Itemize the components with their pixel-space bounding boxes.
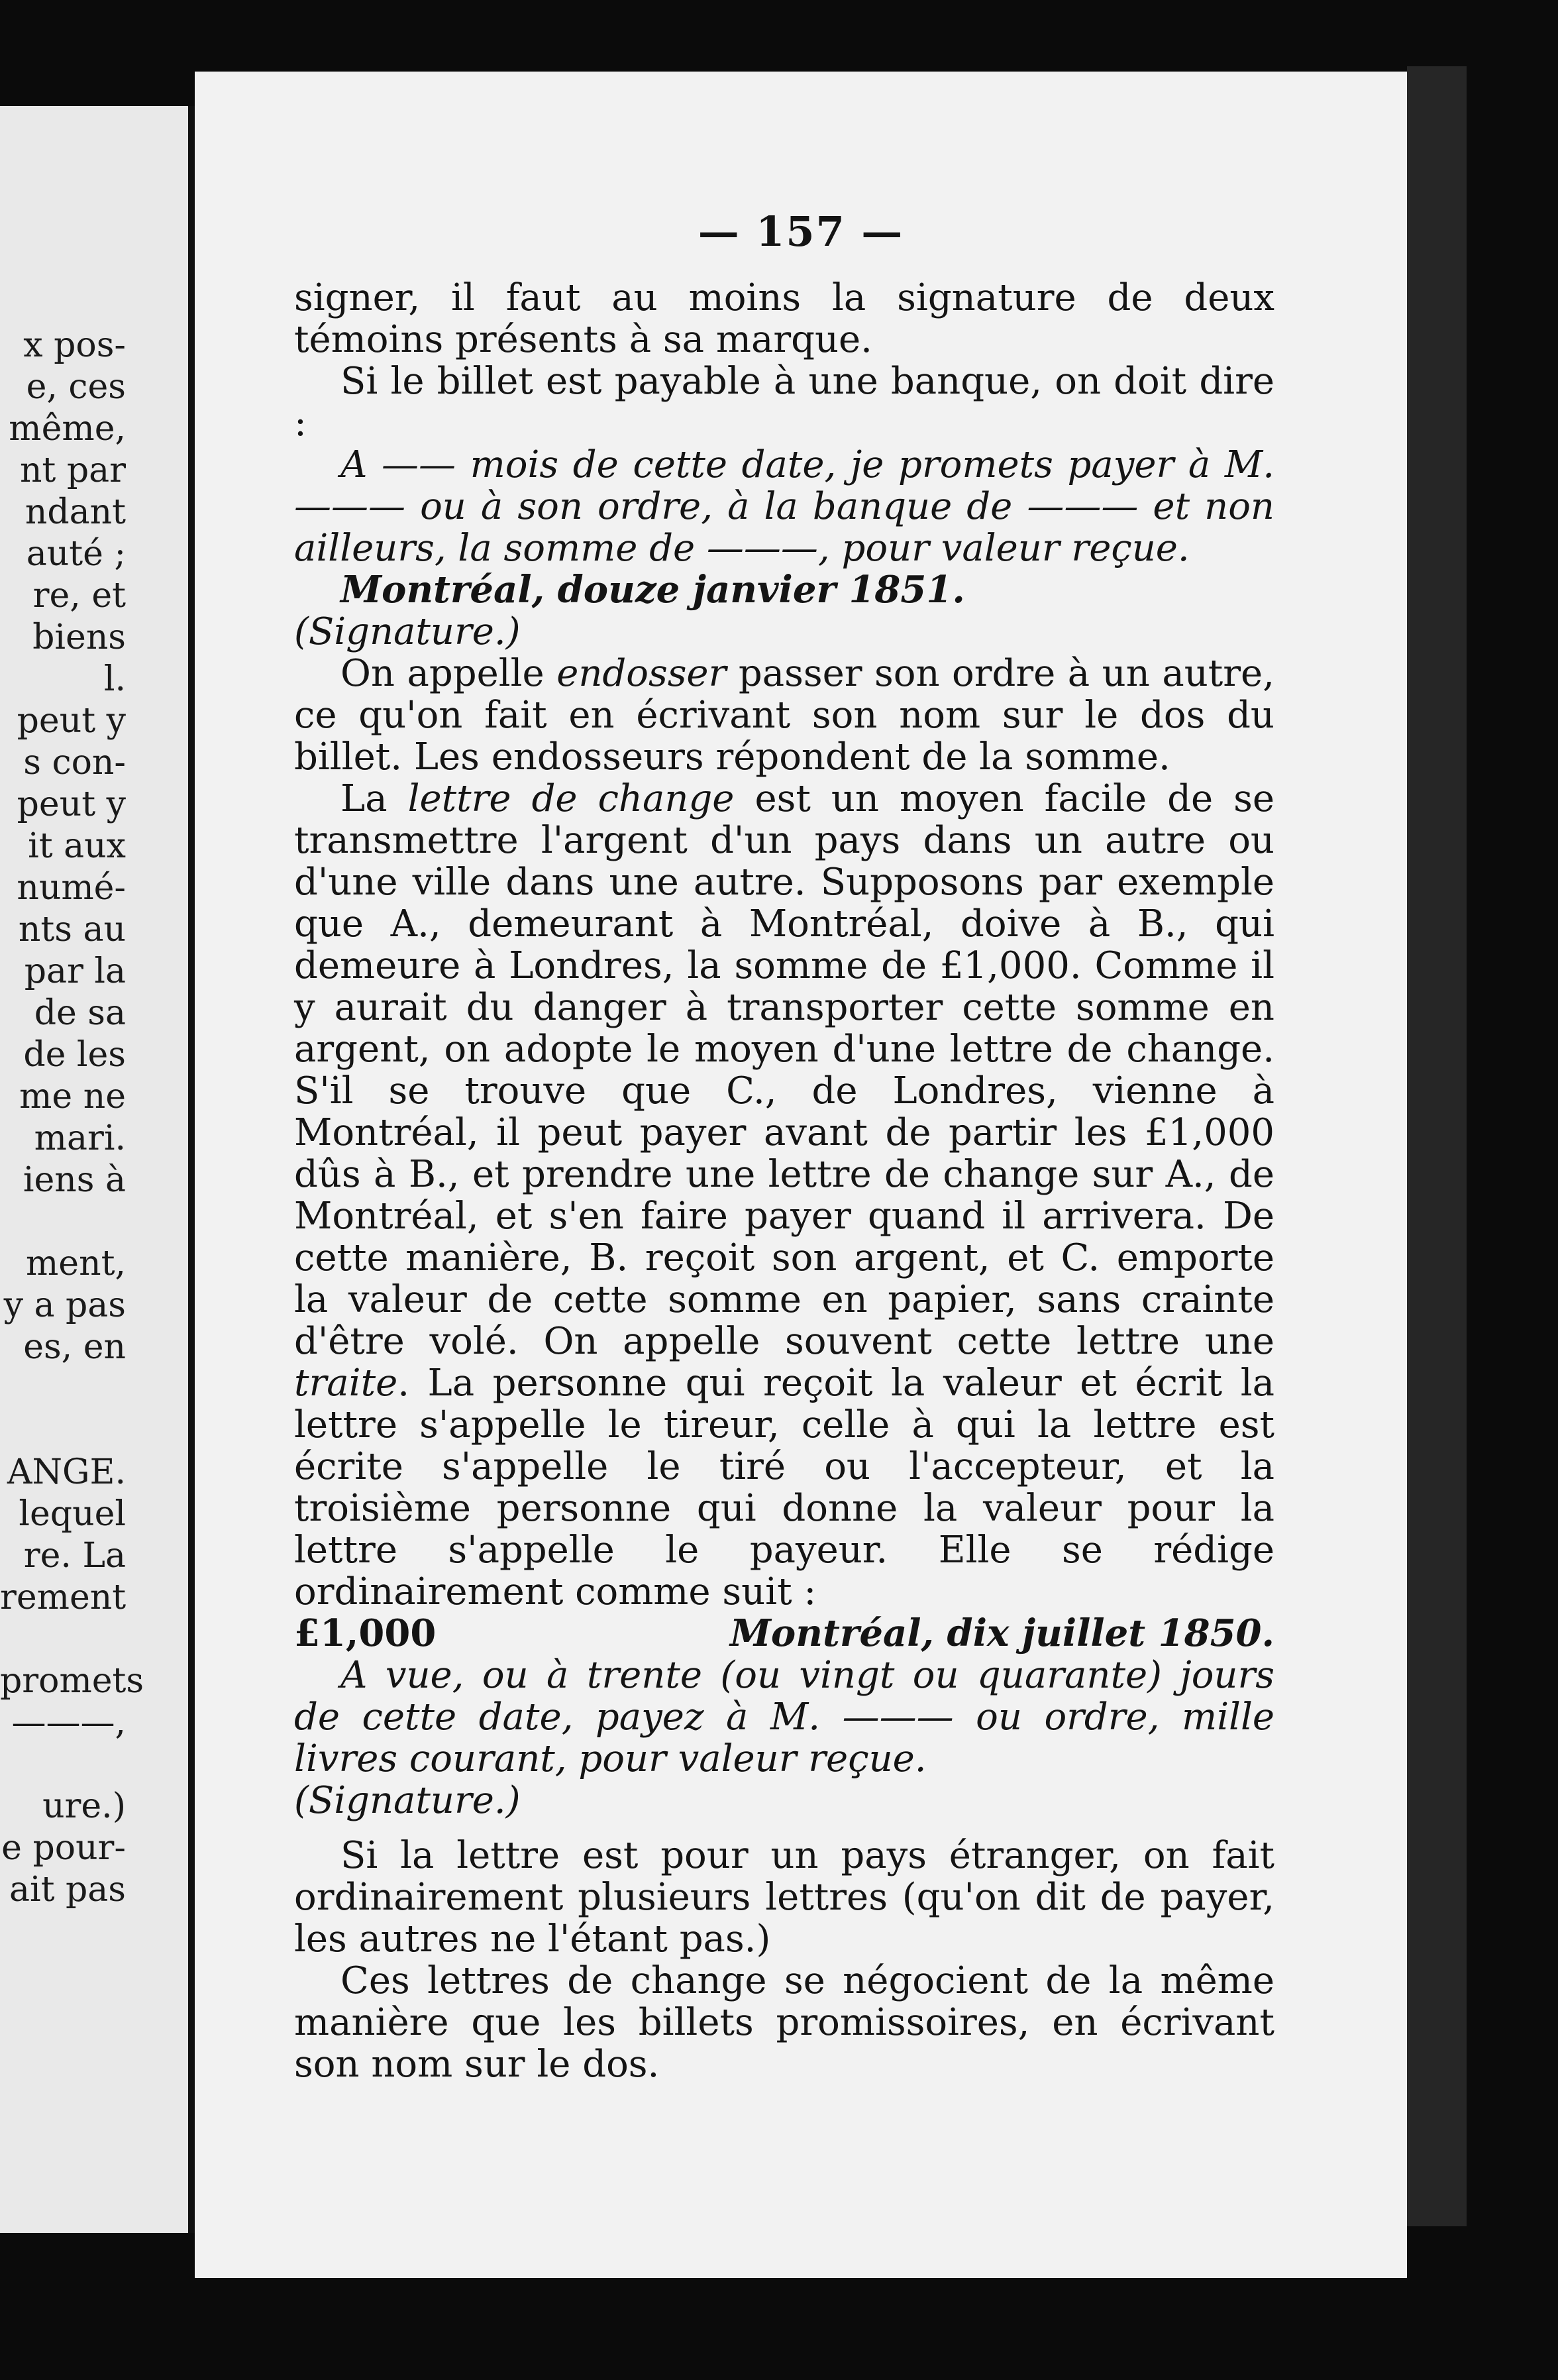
left-page-line: e, ces [26,367,126,407]
left-page-line: ait pas [9,1870,126,1910]
left-page-line: auté ; [26,534,126,574]
left-page-line: nt par [19,451,126,490]
left-page-line: ———, [11,1703,126,1743]
left-page-line: promets [0,1661,144,1701]
paragraph-5: Si la lettre est pour un pays étranger, on fait ordinairement plusieurs lettres (qu'on dit de payer, les autres ne l'étant pas.) [294,1834,1274,1961]
left-page-line [0,1368,192,1410]
place-date-1: Montréal, douze janvier 1851. [340,568,965,612]
signature-1: (Signature.) [294,610,521,653]
left-page-line: re. La [23,1536,126,1576]
left-page-line [0,1201,192,1243]
right-page [195,72,1407,2278]
left-page-line: peut y [17,701,126,741]
paragraph-endosser [294,653,1274,778]
left-page-line: e pour- [1,1828,126,1868]
left-page-line: ure.) [42,1786,126,1826]
traite-term: traite [294,1362,398,1405]
left-page-line [0,1410,192,1452]
left-page-line: ment, [26,1244,126,1283]
book-spine [188,106,195,2233]
left-page-line: ANGE. [7,1452,126,1492]
paragraph-lettre-de-change [294,778,1274,1613]
paragraph-1: signer, il faut au moins la signature de deux témoins présents à sa marque. [294,276,1274,361]
left-page-line: lequel [19,1494,126,1534]
left-page-line: re, et [32,576,126,616]
left-page-line: it aux [28,826,126,866]
left-page-line: x pos- [23,325,126,365]
left-page-line [0,1619,192,1660]
bill-amount: £1,000 [294,1611,437,1655]
left-page-line: y a pas [3,1285,126,1325]
left-page-line: iens à [23,1160,126,1200]
bill-of-exchange-form: A vue, ou à trente (ou vingt ou quarante) jours de cette date, payez à M. ——— ou ordre, mille livres courant, pour valeur reçue. [294,1654,1274,1780]
left-page-line: peut y [17,784,126,824]
left-page-line: biens [32,618,126,657]
left-page-line: par la [24,951,126,991]
left-page-line: ndant [25,492,126,532]
left-page-line: es, en [23,1327,126,1367]
left-page-line [0,1744,192,1786]
endosser-post: passer son ordre à un autre, ce qu'on fait en écrivant son nom sur le dos du billet. Les endosseurs répondent de la somme. [294,652,1274,779]
left-page-line: même, [9,409,126,449]
left-page-line: s con- [23,743,126,783]
endosser-term: endosser [556,652,727,695]
lettre-mid: est un moyen facile de se transmettre l'argent d'un pays dans un autre ou d'une ville dans une autre. Supposons par exemple que A., demeurant à Montréal, doive à B., qui demeure à Londres, la somme de £1,000. Comme il y aurait du danger à transporter cette somme en argent, on adopte le moyen d'une lettre de change. S'il se trouve que C., de Londres, vienne à Montréal, il peut payer avant de partir les £1,000 dûs à B., et prendre une lettre de change sur A., de Montréal, et s'en faire payer quand il arrivera. De cette manière, B. reçoit son argent, et C. emporte la valeur de cette somme en papier, sans crainte d'être volé. On appelle souvent cette lettre une [294,777,1274,1363]
signature-2: (Signature.) [294,1779,521,1822]
lettre-pre: La [340,777,408,820]
paragraph-2: Si le billet est payable à une banque, on doit dire : [294,360,1274,445]
page-number: — 157 — [698,207,904,256]
page-edge-shadow [1407,66,1467,2226]
lettre-post: . La personne qui reçoit la valeur et écrit la lettre s'appelle le tireur, celle à qui la lettre est écrite s'appelle le tiré ou l'accepteur, et la troisième personne qui donne la valeur pour la lettre s'appelle le payeur. Elle se rédige ordinairement comme suit : [294,1362,1274,1613]
place-date-2: Montréal, dix juillet 1850. [729,1611,1274,1655]
bill-header [294,1613,1274,1654]
page-body [294,277,1274,2085]
left-page-line: mari. [34,1118,126,1158]
left-page-line: numé- [17,868,126,908]
paragraph-6: Ces lettres de change se négocient de la même manière que les billets promissoires, en écrivant son nom sur le dos. [294,1959,1274,2086]
lettre-term: lettre de change [407,777,735,820]
left-page-line: nts au [18,910,126,949]
left-page-line: de les [23,1035,126,1075]
left-page-line: de sa [34,993,126,1033]
left-page-line: me ne [19,1077,126,1116]
endosser-pre: On appelle [340,652,557,695]
promissory-note-form: A —— mois de cette date, je promets payer à M. ——— ou à son ordre, à la banque de ——— et non ailleurs, la somme de ———, pour valeur reçue. [294,443,1274,570]
left-page-line: rement [0,1578,127,1617]
left-page [0,106,192,2233]
left-page-line: l. [103,659,126,699]
